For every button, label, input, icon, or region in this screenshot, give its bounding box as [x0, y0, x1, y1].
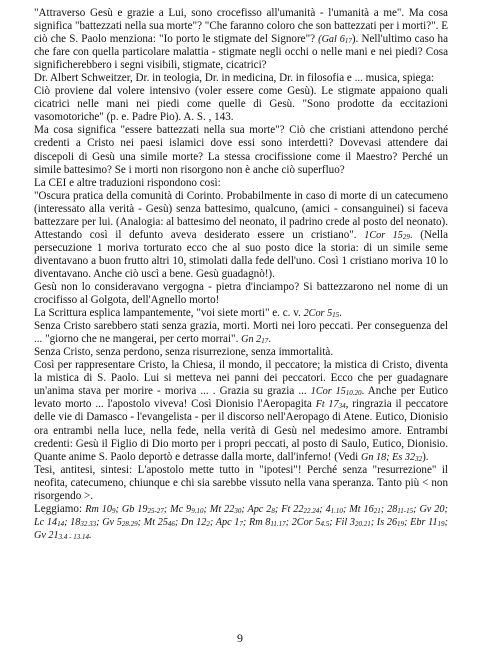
verse-subscript: 29 — [402, 232, 410, 241]
bible-reference: ; — [329, 516, 336, 528]
text-run: La Scrittura esplica lampantemente, "voi siete morti" e. c. v. — [34, 307, 304, 320]
bible-reference: Gv 5 — [102, 516, 122, 528]
bible-reference: Apc 2 — [247, 503, 272, 515]
paragraph — [34, 503, 448, 542]
text-run: Senza Cristo, senza perdono, senza risurrezione, senza immortalità. — [34, 346, 334, 359]
verse-subscript: 11-15 — [397, 506, 414, 515]
bible-reference: 2Cor 5 — [291, 516, 321, 528]
bible-reference: ; — [404, 516, 411, 528]
bible-reference: Gn 18; Es 32 — [361, 451, 416, 463]
bible-reference: 18 — [70, 516, 81, 528]
verse-subscript: 19 — [437, 519, 445, 528]
paragraph — [34, 464, 448, 503]
bible-reference: Mt 22 — [209, 503, 235, 515]
verse-subscript: 20.21 — [354, 519, 371, 528]
text-run: "Attraverso Gesù e grazie a Lui, sono crocefisso all'umanità - l'umanità a me". Ma cosa significa "battezzati nella sua morte"? "Che faranno coloro che son battezzati per i morti?". E ciò che S. Paolo menziona: "Io porto le stigmate del Signore"? — [34, 7, 448, 46]
bible-reference: Rm 8 — [249, 516, 271, 528]
bible-reference: ; — [209, 516, 216, 528]
bible-reference: ; — [413, 503, 420, 515]
bible-reference: 28 — [387, 503, 398, 515]
bible-reference: ; — [274, 503, 282, 515]
bible-reference: 1Cor 15 — [364, 229, 403, 241]
bible-reference: (Gal 6 — [318, 34, 345, 46]
bible-reference: ; — [242, 516, 249, 528]
text-run: Tesi, antitesi, sintesi: L'apostolo mette tutto in "ipotesi"! Perché senza "resurrezione" il neofita, catecumeno, chiunque e chi sia sarebbe vissuto nella vana speranza. Tanto più < non risorgendo >. — [34, 463, 448, 502]
verse-subscript: 25-27 — [147, 506, 164, 515]
verse-subscript: 8 — [271, 506, 275, 515]
verse-subscript: 3.4 - 13.14 — [58, 532, 89, 541]
verse-subscript: 14 — [57, 519, 65, 528]
bible-reference: ; — [174, 516, 182, 528]
bible-reference: ; — [96, 516, 103, 528]
bible-reference: Mt 16 — [349, 503, 374, 515]
text-run: , ringrazia il peccatore delle vie di Damasco - l'evangelista - per il discorso nell'Aeropago di Atene. Eutico, Dionisio ora entrambi nella luce, nella fede, nella verità di Gesù nel medesimo amore. Entrambi credenti: Gesù il Figlio di Dio morto per i propri peccati, al posto di Saulo, Eutico, Dionisio. Quante anime S. Paolo deportò e detrasse dalla morte, dall'inferno! (Vedi — [34, 398, 448, 463]
verse-subscript: 7 — [239, 519, 243, 528]
bible-reference: Mc 9 — [170, 503, 192, 515]
text-run: . — [339, 307, 342, 320]
bible-reference: ; — [444, 503, 448, 515]
verse-subscript: 19 — [397, 519, 405, 528]
verse-subscript: 9 — [111, 506, 116, 515]
verse-subscript: 32.33 — [80, 519, 97, 528]
paragraph — [34, 72, 448, 85]
verse-subscript: 2 — [206, 519, 210, 528]
page-body — [34, 7, 448, 542]
paragraph — [34, 190, 448, 281]
text-run: Gesù non lo consideravano vergogna - pietra d'inciampo? Si battezzarono nel nome di un crocifisso al Golgota, dell'Agnello morto! — [34, 280, 448, 307]
paragraph — [34, 281, 448, 307]
text-run: Senza Cristo sarebbero stati senza grazia, morti. Morti nei loro peccati. Per conseguenza del ... "giorno che ne mangerai, per certo morrai". — [34, 320, 448, 346]
bible-reference: ; — [285, 516, 292, 528]
verse-subscript: 34 — [338, 402, 346, 411]
verse-subscript: 17 — [344, 37, 352, 46]
bible-reference: Gb 19 — [121, 503, 148, 515]
bible-reference: Apc 1 — [215, 516, 240, 528]
bible-reference: 4 — [325, 503, 331, 515]
bible-reference: ; — [319, 503, 326, 515]
text-run: ). Nell'ultimo caso ha che fare con quella particolare malattia - stigmate negli occhi o nelle mani e nei piedi? Cosa significherebbero i segni visibili, stigmate, cicatrici? — [34, 33, 448, 72]
bible-reference: ; — [137, 516, 144, 528]
verse-subscript: 46 — [167, 519, 175, 528]
bible-reference: ; — [115, 503, 122, 515]
text-run: . Anche per Eutico levato morto ... l'apostolo viveva! Così Dionisio l'Aeropagita — [34, 385, 448, 411]
text-run: "Oscura pratica della comunità di Corinto. Probabilmente in caso di morte di un catecumeno (interessato alla verità - Gesù) senza battesimo, qualcuno, (amici - consanguinei) si faceva battezzare per lui. (Analogia: al battesimo del neonato, il padrino crede al posto del neonato). Attestando così il defunto aveva desiderato essere un cristiano". — [34, 189, 448, 241]
bible-reference: Ft 22 — [281, 503, 304, 515]
bible-reference: Gv 21 — [34, 529, 59, 541]
bible-reference: ; — [342, 503, 350, 515]
paragraph — [34, 124, 448, 176]
bible-reference: . — [88, 529, 92, 541]
page-number: 9 — [237, 631, 243, 645]
text-run: La CEI e altre traduzioni rispondono così: — [34, 176, 221, 189]
bible-reference: ; — [241, 503, 248, 515]
bible-reference: Gn 2 — [241, 334, 262, 346]
verse-subscript: 1.10 — [330, 506, 343, 515]
bible-reference: 1Cor 15 — [310, 386, 346, 398]
verse-subscript: 10.20 — [345, 389, 362, 398]
bible-reference: Dn 12 — [181, 516, 207, 528]
text-run: Dr. Albert Schweitzer, Dr. in teologia, Dr. in medicina, Dr. in filosofia e ... musica, spiega: — [34, 72, 435, 85]
verse-subscript: 32 — [415, 454, 423, 463]
paragraph — [34, 346, 448, 359]
bible-reference: 2Cor 5 — [303, 308, 333, 320]
text-run: . (Nella persecuzione 1 moriva torturato ecco che al suo posto dice la storia: di un simile seme diventavano a buon frutto altri 10, stimolati dalla fede dell'uno. Così 1 cristiano moriva 10 lo diventavano. Anche ciò uscì a bene. Gesù guadagnò!). — [34, 228, 448, 280]
text-run: Così per rappresentare Cristo, la Chiesa, il mondo, il peccatore; la mistica di Cristo, diventa la mistica di S. Paolo. Lui si metteva nei panni dei peccatori. Ecco che per guadagnare un'anima stava per morire - moriva ... . Grazia su grazia ... — [34, 359, 448, 398]
paragraph — [34, 359, 448, 463]
verse-subscript: 11.17 — [270, 519, 286, 528]
verse-subscript: 28.29 — [121, 519, 138, 528]
bible-reference: Lc 14 — [34, 516, 58, 528]
bible-reference: ; — [370, 516, 377, 528]
bible-reference: Ebr 11 — [410, 516, 438, 528]
bible-reference: Fil 3 — [335, 516, 355, 528]
verse-subscript: 21 — [373, 506, 381, 515]
paragraph — [34, 85, 448, 124]
paragraph — [34, 177, 448, 190]
bible-reference: Rm 10 — [85, 503, 112, 515]
text-run: . — [268, 333, 271, 346]
verse-subscript: 4.5 — [320, 519, 330, 528]
paragraph — [34, 307, 448, 320]
bible-reference: Mt 25 — [143, 516, 168, 528]
verse-subscript: 15 — [332, 311, 340, 320]
bible-reference: ; — [444, 516, 448, 528]
text-run: Leggiamo: — [34, 502, 86, 515]
verse-subscript: 22.24 — [303, 506, 320, 515]
bible-reference: Ft 17 — [315, 399, 339, 411]
bible-reference: ; — [203, 503, 210, 515]
text-run: Ciò proviene dal volere intensivo (voler essere come Gesù). Le stigmate appaiono quali cicatrici nelle mani nei piedi come quelle di Gesù. "Sono prodotte da eccitazioni vasomotoriche" (p. e. Padre Pio). A. S. , 143. — [34, 85, 448, 124]
paragraph — [34, 320, 448, 346]
bible-reference: ; — [64, 516, 71, 528]
verse-subscript: 9.10 — [191, 506, 204, 515]
verse-subscript: 30 — [234, 506, 242, 515]
bible-reference: ; — [380, 503, 388, 515]
bible-reference: ; — [163, 503, 171, 515]
verse-subscript: 17 — [261, 337, 269, 346]
text-run: Ma cosa significa "essere battezzati nella sua morte"? Ciò che cristiani attendono perché credenti a Cristo nei paesi islamici dove essi sono interdetti? Dovevasi attendere dai discepoli di Gesù una simile morte? La stessa crocifissione come il Maestro? Perché un simile battesimo? Se i morti non risorgono non è anche ciò superfluo? — [34, 124, 448, 176]
paragraph — [34, 7, 448, 72]
text-run: ). — [422, 450, 429, 463]
bible-reference: Gv 20 — [419, 503, 445, 515]
bible-reference: Is 26 — [376, 516, 398, 528]
